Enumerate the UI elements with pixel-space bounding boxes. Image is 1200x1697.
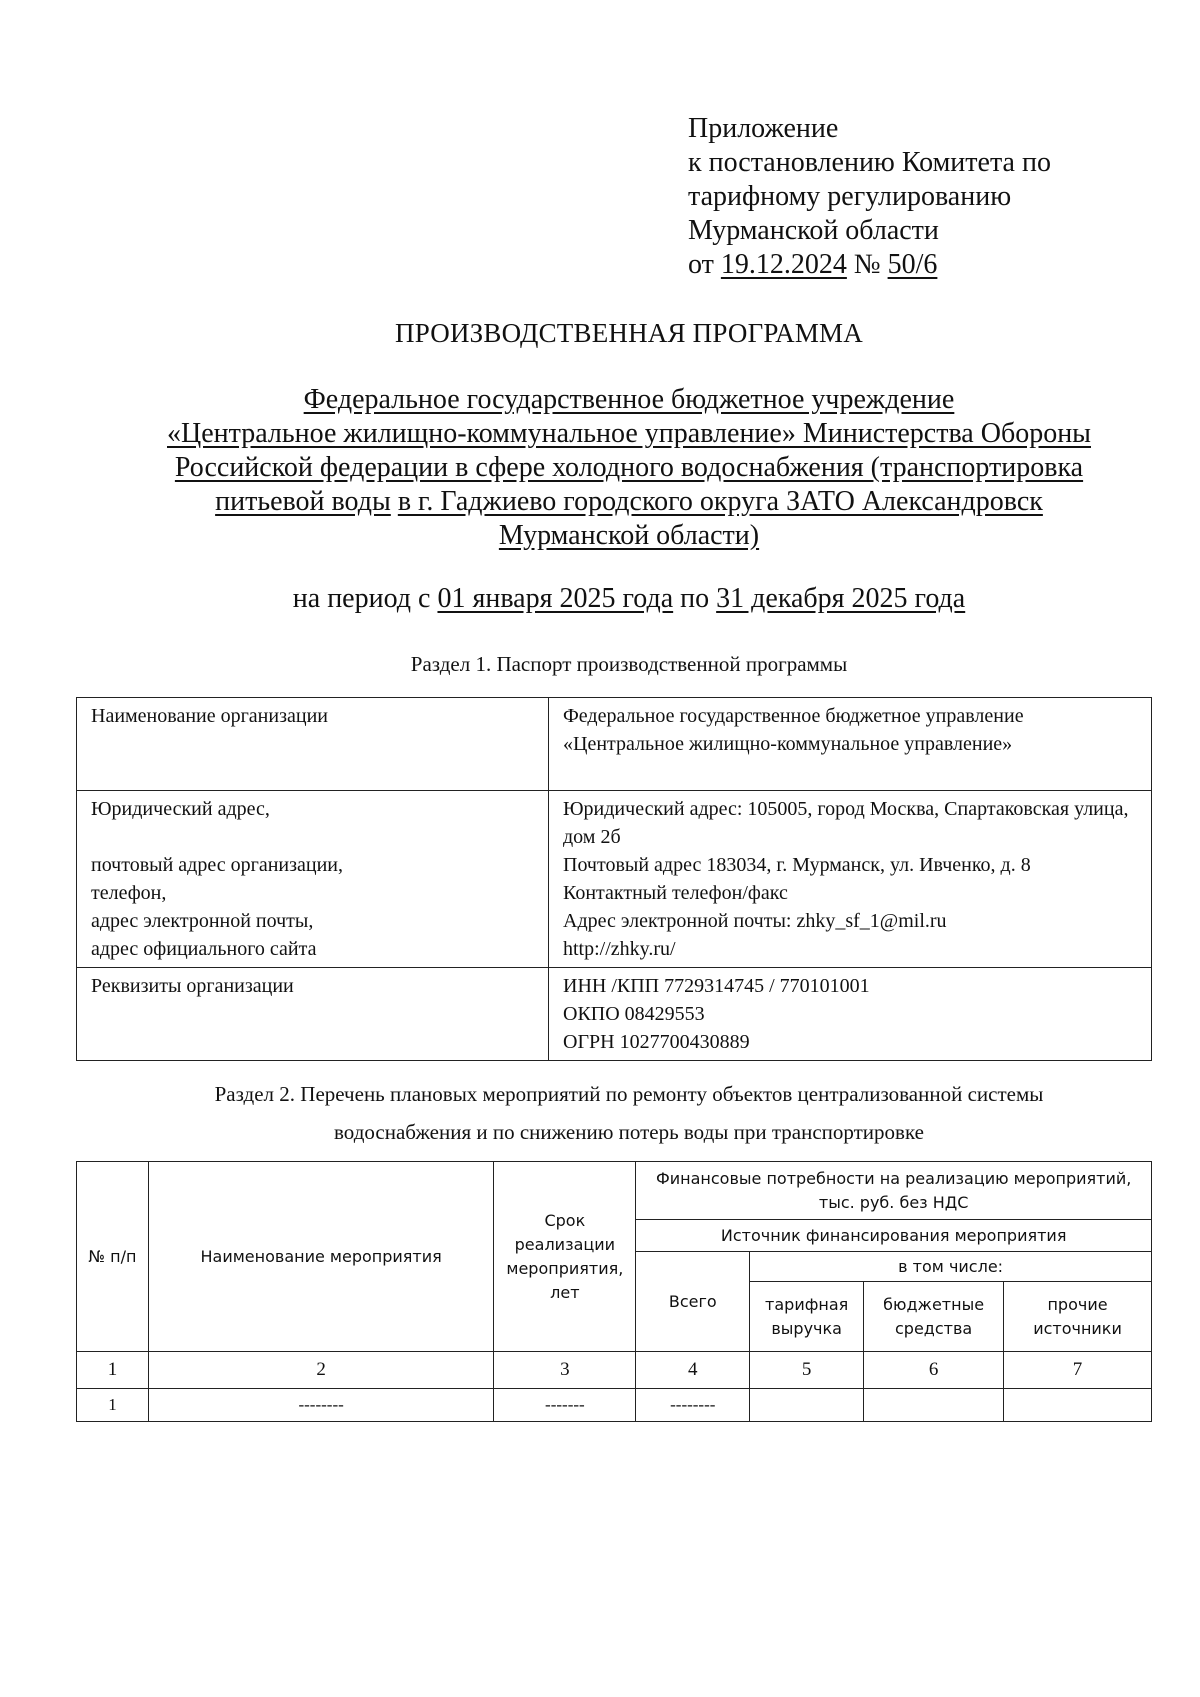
header-finance: Финансовые потребности на реализацию мероприятий, тыс. руб. без НДС xyxy=(636,1162,1152,1220)
header-source: Источник финансирования мероприятия xyxy=(636,1220,1152,1252)
passport-label-cell xyxy=(77,791,549,968)
period-to-word: по xyxy=(680,583,710,614)
header-budget: бюджетные средства xyxy=(864,1282,1004,1352)
passport-value: ОГРН 1027700430889 xyxy=(563,1031,750,1053)
column-number: 5 xyxy=(750,1352,864,1389)
header-total: Всего xyxy=(636,1252,750,1352)
passport-value: Контактный телефон/факс xyxy=(563,882,788,904)
passport-value: Почтовый адрес 183034, г. Мурманск, ул. Ивченко, д. 8 xyxy=(563,854,1031,876)
section2-title-line: водоснабжения и по снижению потерь воды при транспортировке xyxy=(334,1120,924,1144)
section2-title-line: Раздел 2. Перечень плановых мероприятий по ремонту объектов централизованной системы xyxy=(214,1082,1044,1106)
period-prefix: на период с xyxy=(292,583,431,614)
passport-value: http://zhky.ru/ xyxy=(563,938,676,960)
header-term: Срок реализации мероприятия, лет xyxy=(494,1162,636,1352)
table-cell xyxy=(1004,1389,1152,1422)
passport-label: адрес официального сайта xyxy=(91,938,317,960)
table-row xyxy=(77,791,1152,968)
period-from: 01 января 2025 года xyxy=(437,583,674,614)
period-line xyxy=(0,583,1200,615)
table-cell: -------- xyxy=(636,1389,750,1422)
table-row xyxy=(77,698,1152,791)
header-name: Наименование мероприятия xyxy=(148,1162,494,1352)
passport-label: телефон, xyxy=(91,882,167,904)
column-number: 3 xyxy=(494,1352,636,1389)
table-header-row xyxy=(77,1162,1152,1220)
column-number: 7 xyxy=(1004,1352,1152,1389)
org-line: Федеральное государственное бюджетное учреждение xyxy=(303,384,955,415)
header-including: в том числе: xyxy=(750,1252,1152,1282)
appendix-line: Приложение xyxy=(688,113,839,144)
section2-title xyxy=(0,1075,1200,1151)
period-to: 31 декабря 2025 года xyxy=(716,583,966,614)
column-number-row xyxy=(77,1352,1152,1389)
org-line xyxy=(120,485,1138,519)
passport-label: Наименование организации xyxy=(91,705,328,727)
header-num: № п/п xyxy=(77,1162,149,1352)
passport-label: Юридический адрес, xyxy=(91,798,270,820)
appendix-date-line xyxy=(688,248,1051,282)
measures-table xyxy=(76,1161,1152,1422)
passport-value: Юридический адрес: 105005, город Москва, Спартаковская улица, xyxy=(563,798,1129,820)
table-row xyxy=(77,1389,1152,1422)
resolution-date: 19.12.2024 xyxy=(720,249,847,280)
table-row xyxy=(77,968,1152,1061)
org-line: «Центральное жилищно-коммунальное управление» Министерства Обороны xyxy=(167,418,1091,449)
passport-value-cell xyxy=(549,791,1152,968)
passport-value: Адрес электронной почты: zhky_sf_1@mil.ru xyxy=(563,910,947,932)
org-line-part: питьевой воды xyxy=(215,486,391,517)
document-title: ПРОИЗВОДСТВЕННАЯ ПРОГРАММА xyxy=(395,318,863,348)
passport-value-cell xyxy=(549,968,1152,1061)
resolution-number: 50/6 xyxy=(887,249,938,280)
passport-label-cell xyxy=(77,698,549,791)
header-tariff: тарифная выручка xyxy=(750,1282,864,1352)
number-sign: № xyxy=(853,249,881,280)
column-number: 1 xyxy=(77,1352,149,1389)
passport-value: ИНН /КПП 7729314745 / 770101001 xyxy=(563,975,870,997)
table-cell xyxy=(864,1389,1004,1422)
passport-value-cell xyxy=(549,698,1152,791)
table-cell: -------- xyxy=(148,1389,494,1422)
table-cell xyxy=(750,1389,864,1422)
passport-table xyxy=(76,697,1152,1061)
appendix-line: к постановлению Комитета по xyxy=(688,147,1051,178)
passport-value: Федеральное государственное бюджетное управление xyxy=(563,705,1024,727)
column-number: 4 xyxy=(636,1352,750,1389)
header-other: прочие источники xyxy=(1004,1282,1152,1352)
appendix-line: Мурманской области xyxy=(688,215,939,246)
table-cell: 1 xyxy=(77,1389,149,1422)
org-line: Российской федерации в сфере холодного водоснабжения (транспортировка xyxy=(174,452,1084,483)
passport-label-cell xyxy=(77,968,549,1061)
org-line-part: в г. Гаджиево городского округа ЗАТО Александровск xyxy=(397,486,1043,517)
org-line: Мурманской области) xyxy=(498,520,760,551)
passport-label: почтовый адрес организации, xyxy=(91,854,343,876)
passport-value: ОКПО 08429553 xyxy=(563,1003,705,1025)
column-number: 6 xyxy=(864,1352,1004,1389)
passport-label: Реквизиты организации xyxy=(91,975,294,997)
appendix-line: тарифному регулированию xyxy=(688,181,1012,212)
section1-title: Раздел 1. Паспорт производственной программы xyxy=(410,652,848,676)
passport-value: дом 2б xyxy=(563,826,621,848)
passport-label: адрес электронной почты, xyxy=(91,910,314,932)
appendix-prefix: от xyxy=(688,249,714,280)
column-number: 2 xyxy=(148,1352,494,1389)
table-cell: ------- xyxy=(494,1389,636,1422)
organization-block xyxy=(120,383,1138,553)
appendix-block xyxy=(688,112,1051,282)
passport-value: «Центральное жилищно-коммунальное управление» xyxy=(563,733,1013,755)
